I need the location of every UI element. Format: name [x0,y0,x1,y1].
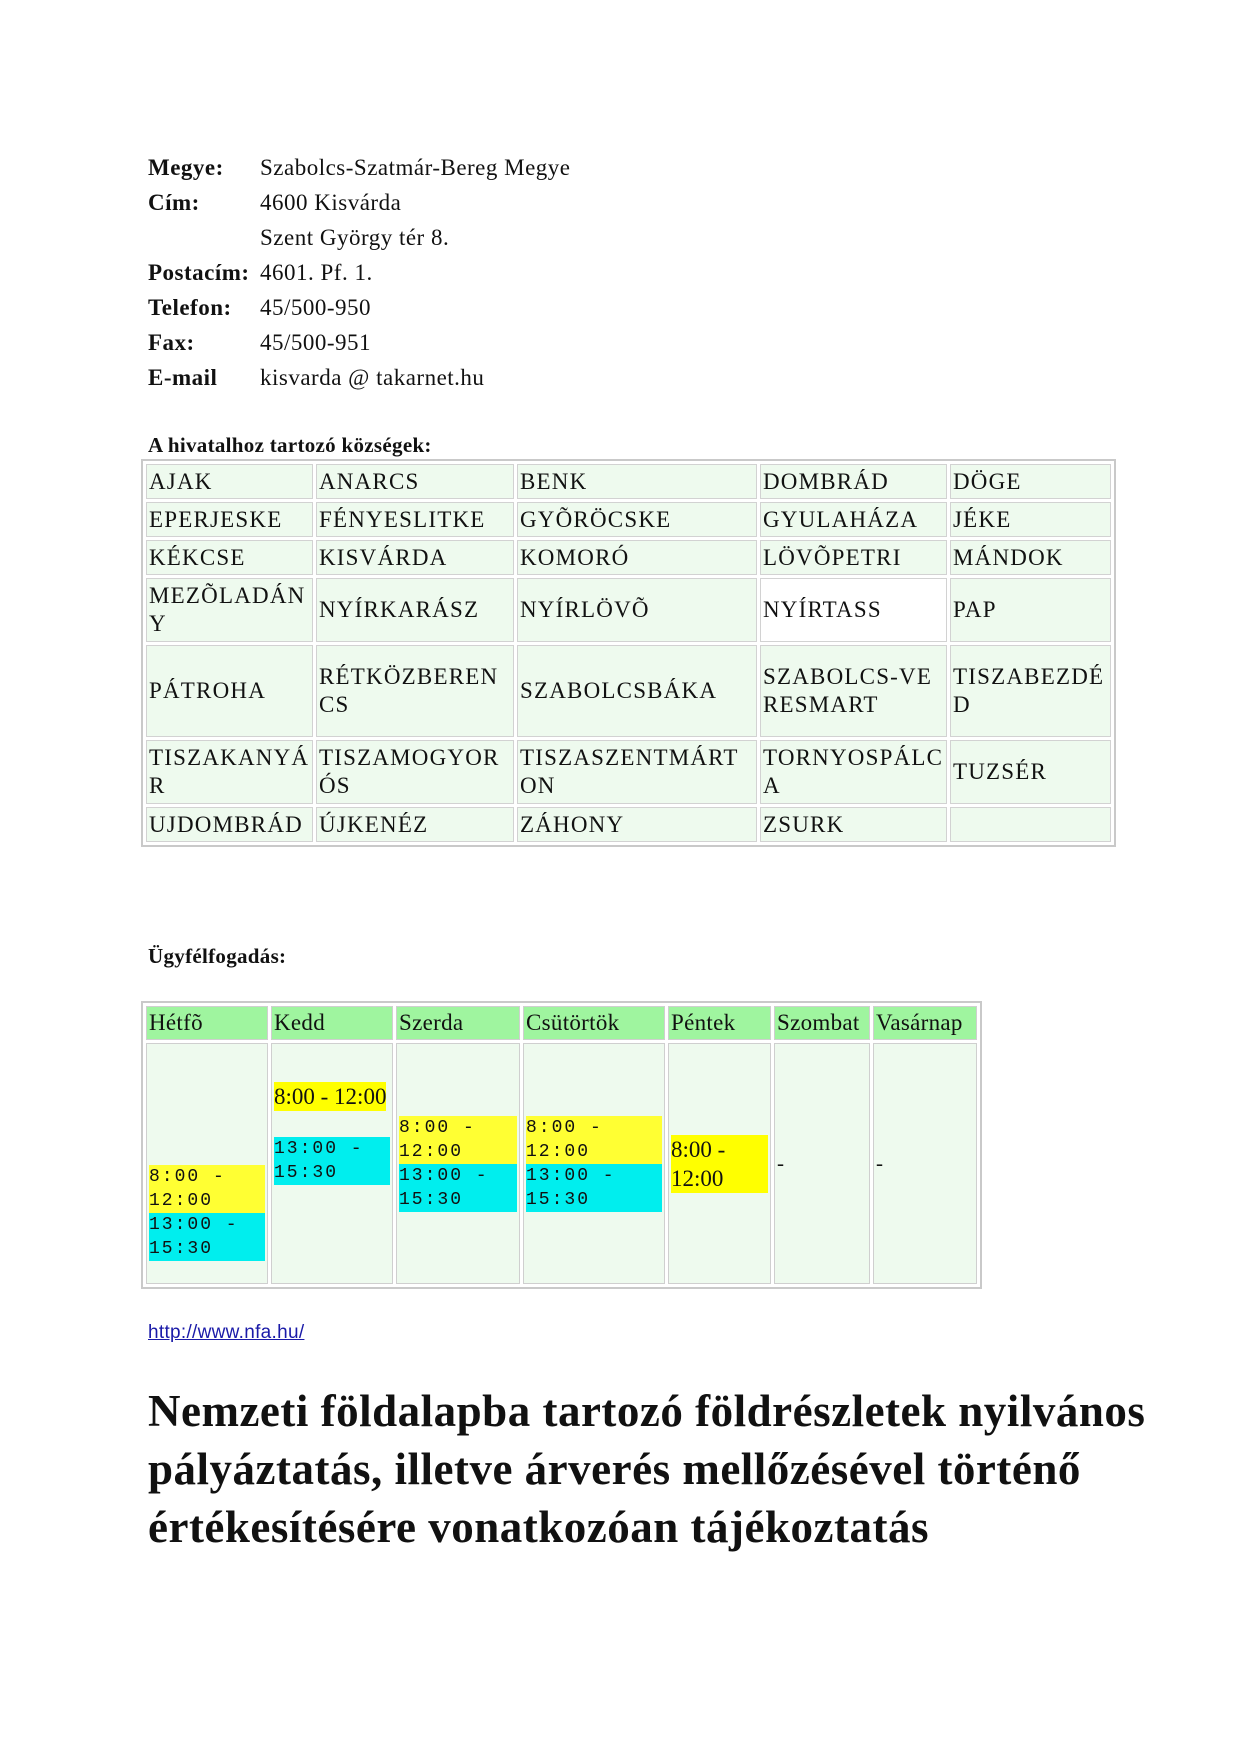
hours-cell-tuesday [271,1043,393,1284]
phone-value: 45/500-950 [260,294,372,320]
village-cell: PAP [950,578,1111,642]
village-cell: MEZÕLADÁNY [146,578,313,642]
village-cell: GYULAHÁZA [760,502,947,537]
hours-cell-thursday [523,1043,665,1284]
morning-hours: 8:00 - 12:00 [149,1165,265,1213]
village-cell: TISZAKANYÁR [146,740,313,804]
hours-cell-friday [668,1043,771,1284]
county-value: Szabolcs-Szatmár-Bereg Megye [260,154,571,180]
closed-dash: - [777,1151,784,1175]
village-cell: ANARCS [316,464,514,499]
village-cell: TISZAMOGYORÓS [316,740,514,804]
village-cell: GYÕRÖCSKE [517,502,757,537]
village-cell: ZSURK [760,807,947,842]
village-cell: KISVÁRDA [316,540,514,575]
closed-dash: - [876,1151,883,1175]
address-label: Cím: [148,189,200,215]
fax-label: Fax: [148,329,195,355]
morning-hours: 8:00 - 12:00 [671,1135,768,1193]
villages-title: A hivatalhoz tartozó községek: [148,433,432,457]
afternoon-hours: 13:00 - 15:30 [149,1213,265,1261]
village-cell: TUZSÉR [950,740,1111,804]
village-cell: EPERJESKE [146,502,313,537]
day-header-tuesday: Kedd [271,1006,393,1040]
village-cell: RÉTKÖZBERENCS [316,645,514,737]
email-label: E-mail [148,364,218,390]
village-cell: PÁTROHA [146,645,313,737]
village-cell: NYÍRKARÁSZ [316,578,514,642]
village-cell: SZABOLCSBÁKA [517,645,757,737]
day-header-friday: Péntek [668,1006,771,1040]
morning-hours: 8:00 - 12:00 [274,1084,387,1109]
village-cell: LÖVÕPETRI [760,540,947,575]
village-cell: KOMORÓ [517,540,757,575]
village-cell: ÚJKENÉZ [316,807,514,842]
address-line1: 4600 Kisvárda [260,189,402,215]
day-header-thursday: Csütörtök [523,1006,665,1040]
village-cell: KÉKCSE [146,540,313,575]
hours-cell-saturday [774,1043,870,1284]
afternoon-hours: 13:00 - 15:30 [274,1137,390,1185]
postal-label: Postacím: [148,259,250,285]
hours-title: Ügyfélfogadás: [148,944,287,968]
village-cell: ZÁHONY [517,807,757,842]
village-cell: TORNYOSPÁLCA [760,740,947,804]
hours-cell-wednesday [396,1043,520,1284]
village-cell: MÁNDOK [950,540,1111,575]
village-cell: DÖGE [950,464,1111,499]
day-header-monday: Hétfõ [146,1006,268,1040]
headline: Nemzeti földalapba tartozó földrészletek nyilvános pályáztatás, illetve árverés mellőzésével történő értékesítésére vonatkozóan tájékoztatás [148,1386,1146,1552]
villages-table [141,459,1116,847]
afternoon-hours: 13:00 - 15:30 [526,1164,662,1212]
village-cell: UJDOMBRÁD [146,807,313,842]
nfa-link[interactable]: http://www.nfa.hu/ [148,1322,305,1343]
village-cell: BENK [517,464,757,499]
village-cell: SZABOLCS-VERESMART [760,645,947,737]
village-cell: FÉNYESLITKE [316,502,514,537]
county-label: Megye: [148,154,224,180]
day-header-sunday: Vasárnap [873,1006,977,1040]
afternoon-hours: 13:00 - 15:30 [399,1164,517,1212]
village-cell: TISZASZENTMÁRTON [517,740,757,804]
contact-info [148,150,571,395]
opening-hours-table [141,1001,982,1289]
village-cell: NYÍRLÖVÕ [517,578,757,642]
phone-label: Telefon: [148,294,232,320]
hours-cell-monday [146,1043,268,1284]
morning-hours: 8:00 - 12:00 [399,1116,517,1164]
address-line2: Szent György tér 8. [260,224,450,250]
village-cell: DOMBRÁD [760,464,947,499]
day-header-wednesday: Szerda [396,1006,520,1040]
village-cell: AJAK [146,464,313,499]
village-cell: TISZABEZDÉD [950,645,1111,737]
morning-hours: 8:00 - 12:00 [526,1116,662,1164]
village-cell: JÉKE [950,502,1111,537]
email-value: kisvarda @ takarnet.hu [260,364,485,390]
hours-cell-sunday [873,1043,977,1284]
village-cell: NYÍRTASS [760,578,947,642]
fax-value: 45/500-951 [260,329,372,355]
day-header-saturday: Szombat [774,1006,870,1040]
village-cell [950,807,1111,842]
postal-value: 4601. Pf. 1. [260,259,373,285]
